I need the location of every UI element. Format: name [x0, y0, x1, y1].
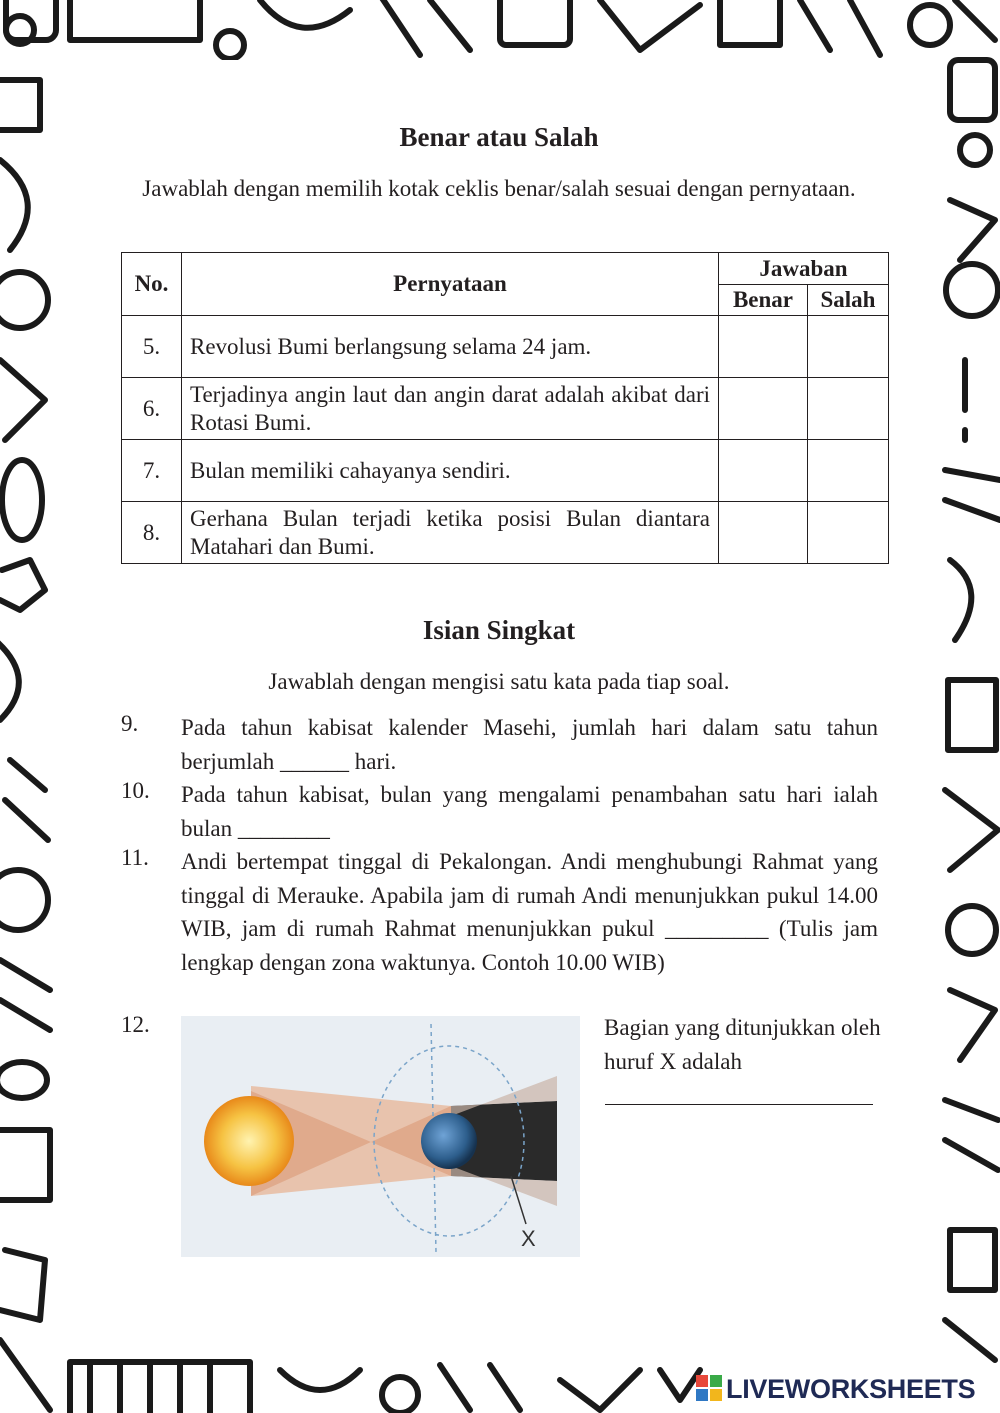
sun [204, 1096, 294, 1186]
header-answer: Jawaban [719, 253, 889, 285]
row-number: 7. [122, 440, 182, 502]
header-no: No. [122, 253, 182, 316]
question-number: 11. [121, 845, 149, 870]
table-row [122, 378, 889, 440]
row-statement: Revolusi Bumi berlangsung selama 24 jam. [182, 316, 719, 378]
pointer-label-x: X [521, 1226, 536, 1251]
logo-icon [696, 1375, 722, 1401]
header-true: Benar [719, 285, 808, 316]
false-checkbox-cell[interactable] [808, 378, 889, 440]
false-checkbox-cell[interactable] [808, 502, 889, 564]
lunar-eclipse-diagram [181, 1016, 580, 1257]
section-title-true-false: Benar atau Salah [399, 122, 599, 152]
row-statement: Terjadinya angin laut dan angin darat adalah akibat dari Rotasi Bumi. [182, 378, 719, 440]
question-10-text: Pada tahun kabisat, bulan yang mengalami penambahan satu hari ialah bulan ________ [181, 782, 878, 841]
worksheet-page [57, 60, 941, 1356]
question-number: 9. [121, 711, 139, 736]
section-title-short-answer: Isian Singkat [422, 615, 576, 645]
true-checkbox-cell[interactable] [719, 502, 808, 564]
question-number: 10. [121, 778, 150, 803]
question-9-text: Pada tahun kabisat kalender Masehi, jumlah hari dalam satu tahun berjumlah ______ hari. [181, 715, 878, 774]
table-row [122, 440, 889, 502]
earth [421, 1113, 477, 1169]
row-number: 5. [122, 316, 182, 378]
liveworksheets-logo [696, 1374, 975, 1410]
answer-blank-line[interactable] [605, 1104, 873, 1105]
question-number: 12. [121, 1012, 150, 1037]
logo-text: LIVEWORKSHEETS [726, 1374, 976, 1404]
true-checkbox-cell[interactable] [719, 378, 808, 440]
header-false: Salah [808, 285, 889, 316]
table-row [122, 502, 889, 564]
true-false-table [121, 252, 889, 564]
true-checkbox-cell[interactable] [719, 316, 808, 378]
question-12-text: Bagian yang ditunjukkan oleh huruf X adalah [604, 1015, 881, 1074]
row-statement: Bulan memiliki cahayanya sendiri. [182, 440, 719, 502]
row-number: 8. [122, 502, 182, 564]
false-checkbox-cell[interactable] [808, 440, 889, 502]
question-11-text: Andi bertempat tinggal di Pekalongan. Andi menghubungi Rahmat yang tinggal di Merauke. Apabila jam di rumah Andi menunjukkan pukul 14.00 WIB, jam di rumah Rahmat menunjukkan pukul _________ (Tulis jam lengkap dengan zona waktunya. Contoh 10.00 WIB) [181, 849, 878, 975]
row-number: 6. [122, 378, 182, 440]
header-statement: Pernyataan [182, 253, 719, 316]
false-checkbox-cell[interactable] [808, 316, 889, 378]
table-row [122, 316, 889, 378]
true-false-instruction: Jawablah dengan memilih kotak ceklis benar/salah sesuai dengan pernyataan. [142, 176, 856, 201]
short-answer-instruction: Jawablah dengan mengisi satu kata pada tiap soal. [268, 669, 730, 694]
row-statement: Gerhana Bulan terjadi ketika posisi Bulan diantara Matahari dan Bumi. [182, 502, 719, 564]
true-checkbox-cell[interactable] [719, 440, 808, 502]
